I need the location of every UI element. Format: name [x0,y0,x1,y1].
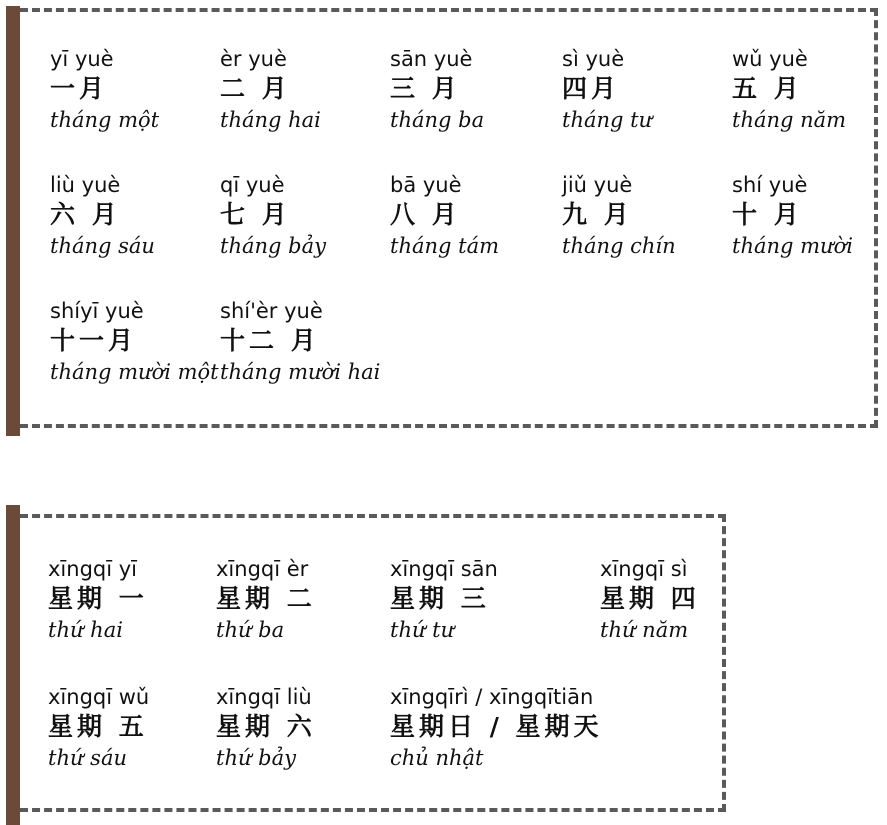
weekdays-panel-spine [6,505,20,825]
month-vietnamese: tháng chín [562,234,676,258]
weekday-pinyin: xīngqī yī [48,557,138,581]
month-cell [732,46,846,134]
month-cell [562,172,676,260]
month-cell [390,172,499,260]
weekday-vietnamese: chủ nhật [390,746,484,770]
weekday-pinyin: xīngqī liù [216,685,312,709]
month-hanzi: 九 月 [562,200,633,229]
month-hanzi: 三 月 [390,74,461,103]
month-vietnamese: tháng hai [220,108,321,132]
weekday-vietnamese: thứ sáu [48,746,127,770]
month-cell [50,172,155,260]
month-vietnamese: tháng bảy [220,234,326,258]
month-cell [390,46,484,134]
weekday-hanzi: 星期日 / 星期天 [390,712,603,741]
weekday-vietnamese: thứ ba [216,618,285,642]
weekday-pinyin: xīngqī wǔ [48,685,150,709]
month-cell [732,172,853,260]
weekday-hanzi: 星期 四 [600,584,700,613]
weekday-cell [48,684,149,772]
month-pinyin: shí yuè [732,173,808,197]
month-pinyin: yī yuè [50,47,114,71]
weekday-cell [600,556,700,644]
weekday-cell [48,556,148,644]
weekday-cell [216,684,316,772]
weekday-hanzi: 星期 五 [48,712,148,741]
month-vietnamese: tháng mười [732,234,853,258]
month-vietnamese: tháng một [50,108,160,132]
month-pinyin: shí'èr yuè [220,299,323,323]
weekday-pinyin: xīngqī sì [600,557,688,581]
month-vietnamese: tháng năm [732,108,847,132]
weekday-cell [390,684,603,772]
month-vietnamese: tháng tư [562,108,653,132]
weekday-hanzi: 星期 六 [216,712,316,741]
month-cell [220,46,321,134]
month-vietnamese: tháng mười một [50,360,219,384]
month-vietnamese: tháng ba [390,108,485,132]
month-hanzi: 七 月 [220,200,291,229]
month-cell [220,172,326,260]
month-pinyin: shíyī yuè [50,299,144,323]
weekday-pinyin: xīngqīrì / xīngqītiān [390,685,594,709]
months-panel-spine [6,6,20,436]
month-pinyin: liù yuè [50,173,121,197]
month-vietnamese: tháng sáu [50,234,155,258]
month-pinyin: bā yuè [390,173,462,197]
month-pinyin: èr yuè [220,47,287,71]
weekday-hanzi: 星期 三 [390,584,490,613]
month-hanzi: 十一月 [50,326,138,355]
month-hanzi: 一月 [50,74,109,103]
weekday-cell [216,556,316,644]
month-vietnamese: tháng mười hai [220,360,381,384]
month-hanzi: 十二 月 [220,326,320,355]
month-pinyin: sì yuè [562,47,625,71]
month-hanzi: 八 月 [390,200,461,229]
month-cell [220,298,380,386]
weekday-vietnamese: thứ hai [48,618,123,642]
weekday-pinyin: xīngqī sān [390,557,498,581]
weekday-cell [390,556,498,644]
weekday-vietnamese: thứ năm [600,618,689,642]
month-hanzi: 二 月 [220,74,291,103]
weekday-hanzi: 星期 一 [48,584,148,613]
weekday-vietnamese: thứ bảy [216,746,296,770]
month-hanzi: 六 月 [50,200,121,229]
month-cell [50,46,159,134]
month-pinyin: qī yuè [220,173,285,197]
weekday-hanzi: 星期 二 [216,584,316,613]
weekday-pinyin: xīngqī èr [216,557,309,581]
month-hanzi: 十 月 [732,200,803,229]
month-pinyin: sān yuè [390,47,473,71]
month-cell [562,46,652,134]
month-pinyin: jiǔ yuè [562,173,633,197]
month-cell [50,298,219,386]
month-pinyin: wǔ yuè [732,47,808,71]
month-hanzi: 四月 [562,74,621,103]
month-hanzi: 五 月 [732,74,803,103]
weekday-vietnamese: thứ tư [390,618,455,642]
month-vietnamese: tháng tám [390,234,499,258]
